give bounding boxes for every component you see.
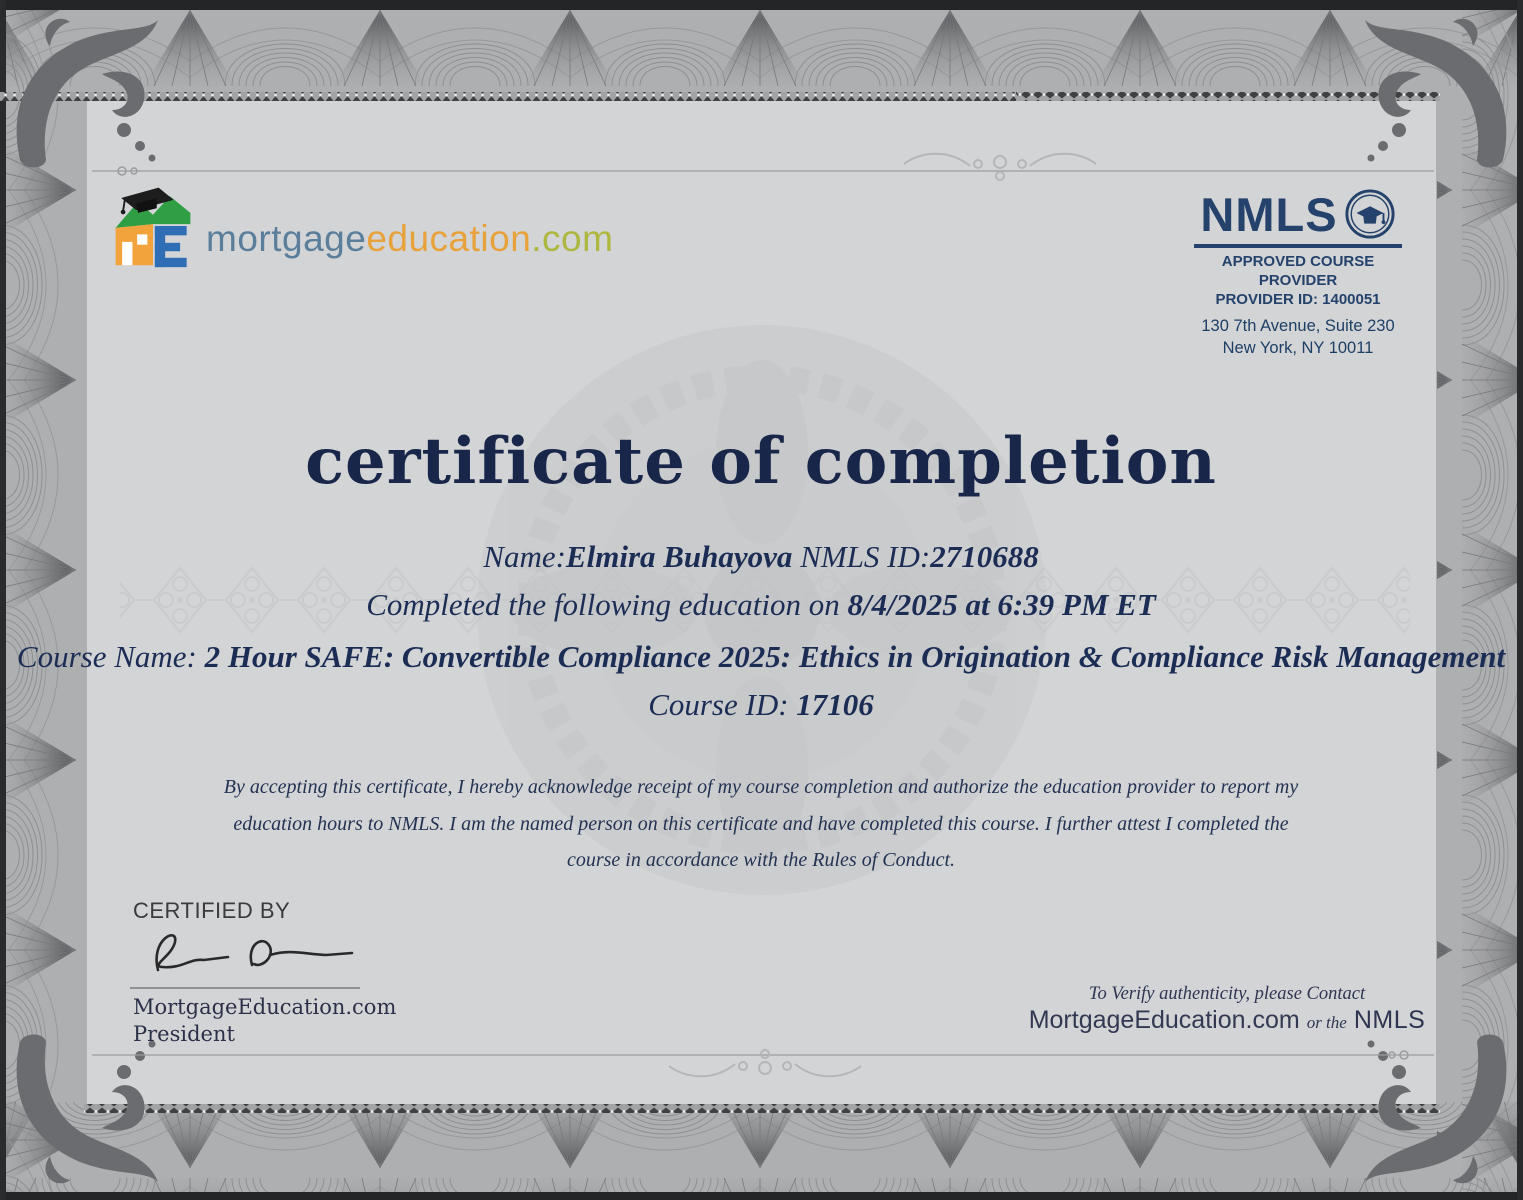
logo-word-com: .com bbox=[531, 218, 614, 259]
nmls-seal-graduation-cap-icon bbox=[1344, 188, 1396, 240]
course-id-value: 17106 bbox=[796, 687, 874, 722]
attestation-line-2: education hours to NMLS. I am the named person on this certificate and have completed this course. I further attest I completed the bbox=[233, 813, 1289, 835]
certificate-title: certificate of completion bbox=[305, 424, 1217, 499]
completed-datetime: 8/4/2025 at 6:39 PM ET bbox=[847, 587, 1156, 622]
verify-contacts-line bbox=[1029, 1006, 1426, 1035]
nmls-id-value: 2710688 bbox=[930, 539, 1039, 574]
nmls-address bbox=[1188, 316, 1408, 359]
completed-line bbox=[366, 587, 1156, 623]
certified-by-label: CERTIFIED BY bbox=[133, 898, 291, 923]
nmls-address-line1: 130 7th Avenue, Suite 230 bbox=[1201, 317, 1395, 336]
house-graduation-cap-icon bbox=[110, 182, 196, 270]
course-id-line bbox=[648, 687, 874, 723]
logo-word-mortgage: mortgage bbox=[206, 218, 367, 259]
signer-title: President bbox=[133, 1022, 235, 1046]
nmls-wordmark: NMLS bbox=[1200, 187, 1338, 241]
course-name-line bbox=[17, 639, 1505, 675]
nmls-approved-line2: PROVIDER ID: 1400051 bbox=[1215, 290, 1381, 308]
verify-org: MortgageEducation.com bbox=[1028, 1006, 1300, 1034]
course-name-value: 2 Hour SAFE: Convertible Compliance 2025: Ethics in Origination & Compliance Risk Management bbox=[204, 639, 1506, 674]
attestation-line-1: By accepting this certificate, I hereby acknowledge receipt of my course completion and authorize the education provider to report my bbox=[223, 776, 1299, 798]
nmls-provider-block bbox=[1188, 188, 1408, 359]
signer-organization: MortgageEducation.com bbox=[133, 995, 397, 1019]
nmls-id-label: NMLS ID: bbox=[792, 539, 931, 574]
course-name-label: Course Name: bbox=[16, 639, 205, 674]
verify-nmls: NMLS bbox=[1353, 1006, 1426, 1034]
name-label: Name: bbox=[483, 539, 566, 574]
nmls-logo bbox=[1188, 188, 1408, 240]
name-value: Elmira Buhayova bbox=[565, 539, 793, 574]
course-id-label: Course ID: bbox=[648, 687, 797, 722]
signature-rule bbox=[130, 987, 360, 989]
attestation-line-3: course in accordance with the Rules of Conduct. bbox=[566, 849, 956, 871]
nmls-divider-rule bbox=[1194, 244, 1402, 248]
logo-wordmark bbox=[206, 218, 613, 270]
completed-prefix: Completed the following education on bbox=[366, 587, 848, 622]
recipient-line bbox=[483, 539, 1038, 575]
nmls-address-line2: New York, NY 10011 bbox=[1222, 338, 1374, 357]
mortgage-education-logo bbox=[110, 182, 613, 270]
verify-middle-text: or the bbox=[1306, 1013, 1347, 1032]
logo-word-education: education bbox=[366, 218, 532, 259]
president-signature bbox=[128, 920, 363, 988]
nmls-approved-line1: APPROVED COURSE PROVIDER bbox=[1221, 253, 1375, 289]
verify-instruction-line: To Verify authenticity, please Contact bbox=[1088, 984, 1366, 1004]
